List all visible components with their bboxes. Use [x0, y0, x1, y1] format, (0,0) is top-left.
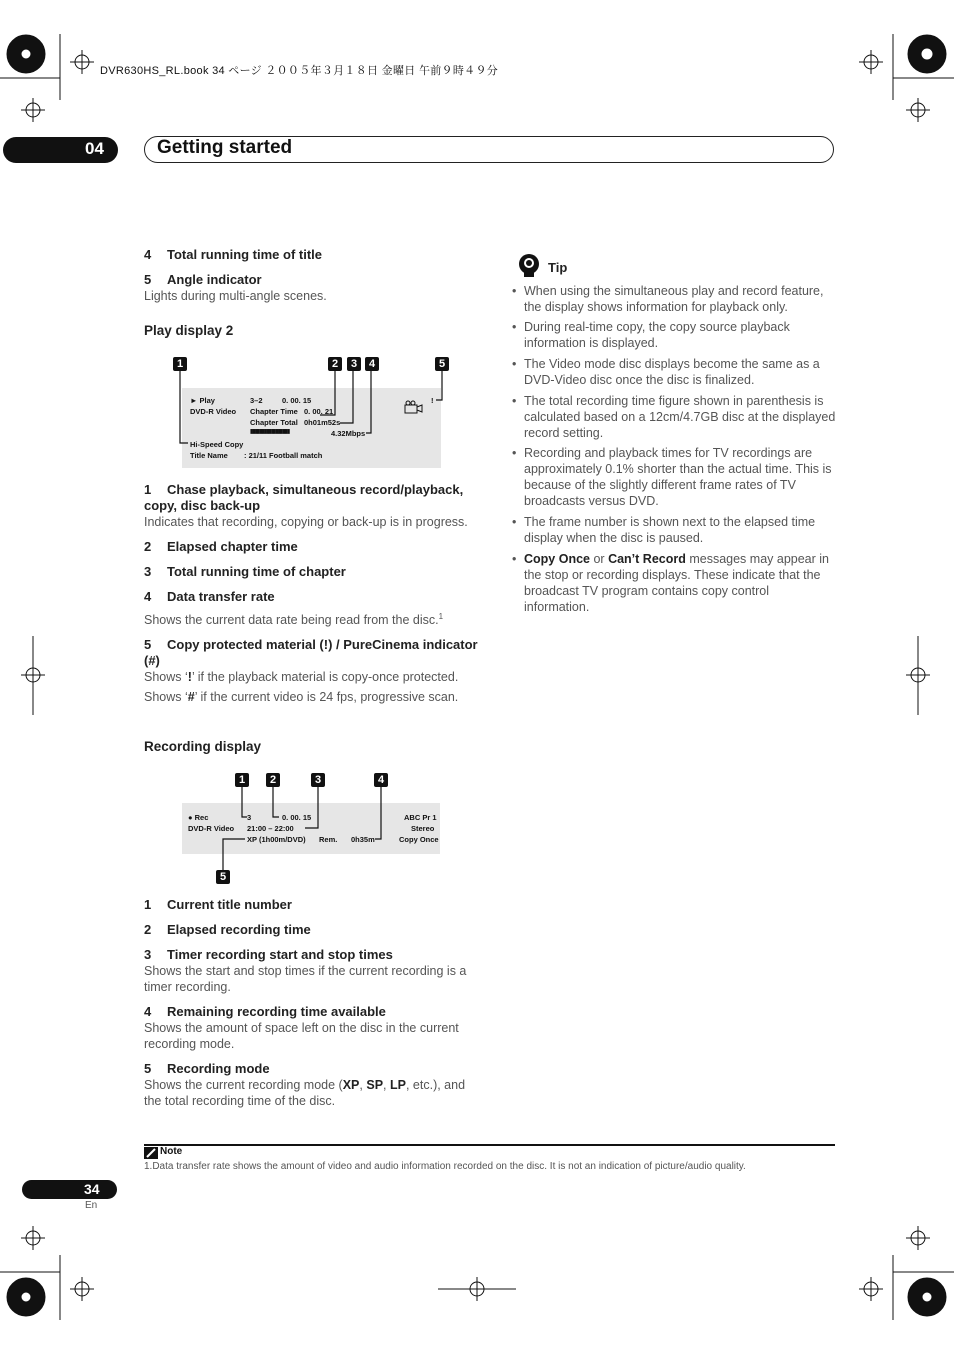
screen-rec: ● Rec [188, 813, 209, 822]
note-rule [144, 1144, 835, 1146]
recording-display-items [144, 897, 484, 1109]
tip-heading: Tip [548, 260, 568, 275]
page-number: 34 [84, 1181, 100, 1197]
recording-display-heading: Recording display [144, 739, 262, 754]
screen-channel: ABC Pr 1 [404, 813, 437, 822]
screen-excl: ! [431, 396, 434, 405]
screen-title-num: 3–2 [250, 396, 263, 405]
screen-disc: DVD-R Video [188, 824, 235, 833]
screen-timer: 21:00 – 22:00 [247, 824, 294, 833]
callout-badge: 5 [435, 357, 449, 371]
callout-badge: 5 [216, 870, 230, 884]
item-description: Shows the current recording mode (XP, SP, LP, etc.), and the total recording time of the disc. [144, 1078, 466, 1108]
callout-badge: 4 [365, 357, 379, 371]
tip-item: • The total recording time figure shown in parenthesis is calculated based on a 12cm/4.7GB disc at the displayed record setting. [512, 394, 836, 440]
callout-lines [170, 370, 460, 450]
screen-copy: Copy Once [399, 835, 439, 844]
item-description: Lights during multi-angle scenes. [144, 289, 327, 303]
screen-play: ► Play [190, 396, 215, 405]
item-heading: 4 Total running time of title [144, 247, 323, 262]
page-number-pill [22, 1180, 117, 1199]
screen-hispeed: Hi-Speed Copy [190, 440, 244, 449]
tip-item: • The frame number is shown next to the elapsed time display when the disc is paused. [512, 515, 816, 545]
item-heading: 2 Elapsed chapter time [144, 539, 298, 554]
screen-disc: DVD-R Video [190, 407, 237, 416]
screen-rem: 0h35m [351, 835, 375, 844]
tip-item: • During real-time copy, the copy source playback information is displayed. [512, 320, 790, 350]
item-description: Shows the start and stop times if the current recording is a timer recording. [144, 964, 467, 994]
item-heading: 4 Data transfer rate [144, 589, 275, 604]
tip-item: • When using the simultaneous play and record feature, the display shows information for playback only. [512, 284, 824, 314]
callout-badge: 3 [347, 357, 361, 371]
item-heading: 3 Total running time of chapter [144, 564, 346, 579]
item-description: Shows the amount of space left on the disc in the current recording mode. [144, 1021, 459, 1051]
screen-rem-label: Rem. [319, 835, 338, 844]
screen-title-name: : 21/11 Football match [244, 451, 323, 460]
callout-badge: 2 [328, 357, 342, 371]
screen-chapter-total-label: Chapter Total [250, 418, 298, 427]
screen-audio: Stereo [411, 824, 435, 833]
screen-progress-bar: ▮▮▮▮▮▮▮▮▮▮▮▮▮▮▮▮▮ [250, 429, 290, 435]
callout-lines [215, 786, 395, 871]
callout-badge: 1 [235, 773, 249, 787]
screen-rate: 4.32Mbps [331, 429, 366, 438]
play-display-heading: Play display 2 [144, 323, 234, 338]
item-heading: 3 Timer recording start and stop times [144, 947, 393, 962]
note-text: 1.Data transfer rate shows the amount of video and audio information recorded on the disc. It is not an indication of picture/audio quality. [144, 1161, 746, 1172]
play-display-items [144, 482, 484, 705]
item-heading: 1 Current title number [144, 897, 292, 912]
tip-item: • Recording and playback times for TV recordings are approximately 0.1% shorter than the actual time. This is because of the slightly different frame rates of TV broadcasts versus DVD. [512, 446, 832, 508]
note-heading: Note [160, 1146, 183, 1157]
tip-item: • Copy Once or Can’t Record messages may appear in the stop or recording displays. These indicate that the broadcast TV program contains copy control information. [512, 552, 829, 614]
registration-wheel-icon [7, 35, 45, 73]
item-description: Indicates that recording, copying or back-up is in progress. [144, 515, 468, 529]
screen-title: 3 [247, 813, 252, 822]
tip-lightbulb-icon [515, 251, 543, 279]
running-header: DVR630HS_RL.book 34 ページ ２００５年３月１８日 金曜日 午前９時４９分 [100, 65, 499, 77]
item-description: Shows ‘#’ if the current video is 24 fps, progressive scan. [144, 690, 459, 705]
item-heading: 5 Copy protected material (!) / PureCinema indicator (#) [144, 637, 478, 669]
item-description: Shows the current data rate being read from the disc.$^1$ [144, 612, 444, 628]
screen-chapter-time-label: Chapter Time [250, 407, 298, 416]
tip-list [512, 283, 836, 615]
screen-elapsed: 0. 00. 15 [282, 813, 312, 822]
screen-title-name-label: Title Name [190, 451, 228, 460]
item-heading: 4 Remaining recording time available [144, 1004, 386, 1019]
callout-badge: 3 [311, 773, 325, 787]
callout-badge: 4 [374, 773, 388, 787]
screen-mode: XP (1h00m/DVD) [247, 835, 306, 844]
chapter-title: Getting started [157, 137, 293, 158]
screen-chapter-total: 0h01m52s [304, 418, 341, 427]
note-pencil-icon [144, 1147, 158, 1159]
callout-badge: 1 [173, 357, 187, 371]
left-top-items [144, 247, 484, 304]
callout-badge: 2 [266, 773, 280, 787]
item-heading: 1 Chase playback, simultaneous record/playback, copy, disc back-up [144, 482, 464, 513]
chapter-number: 04 [85, 139, 104, 158]
item-heading: 5 Angle indicator [144, 272, 262, 287]
item-heading: 2 Elapsed recording time [144, 922, 311, 937]
screen-time: 0. 00. 15 [282, 396, 312, 405]
language-code: En [85, 1200, 98, 1211]
tip-item: • The Video mode disc displays become the same as a DVD-Video disc once the disc is finalized. [512, 357, 820, 387]
item-heading: 5 Recording mode [144, 1061, 270, 1076]
screen-chapter-time: 0. 00. 21 [304, 407, 334, 416]
item-description: Shows ‘!’ if the playback material is copy-once protected. [144, 670, 459, 685]
